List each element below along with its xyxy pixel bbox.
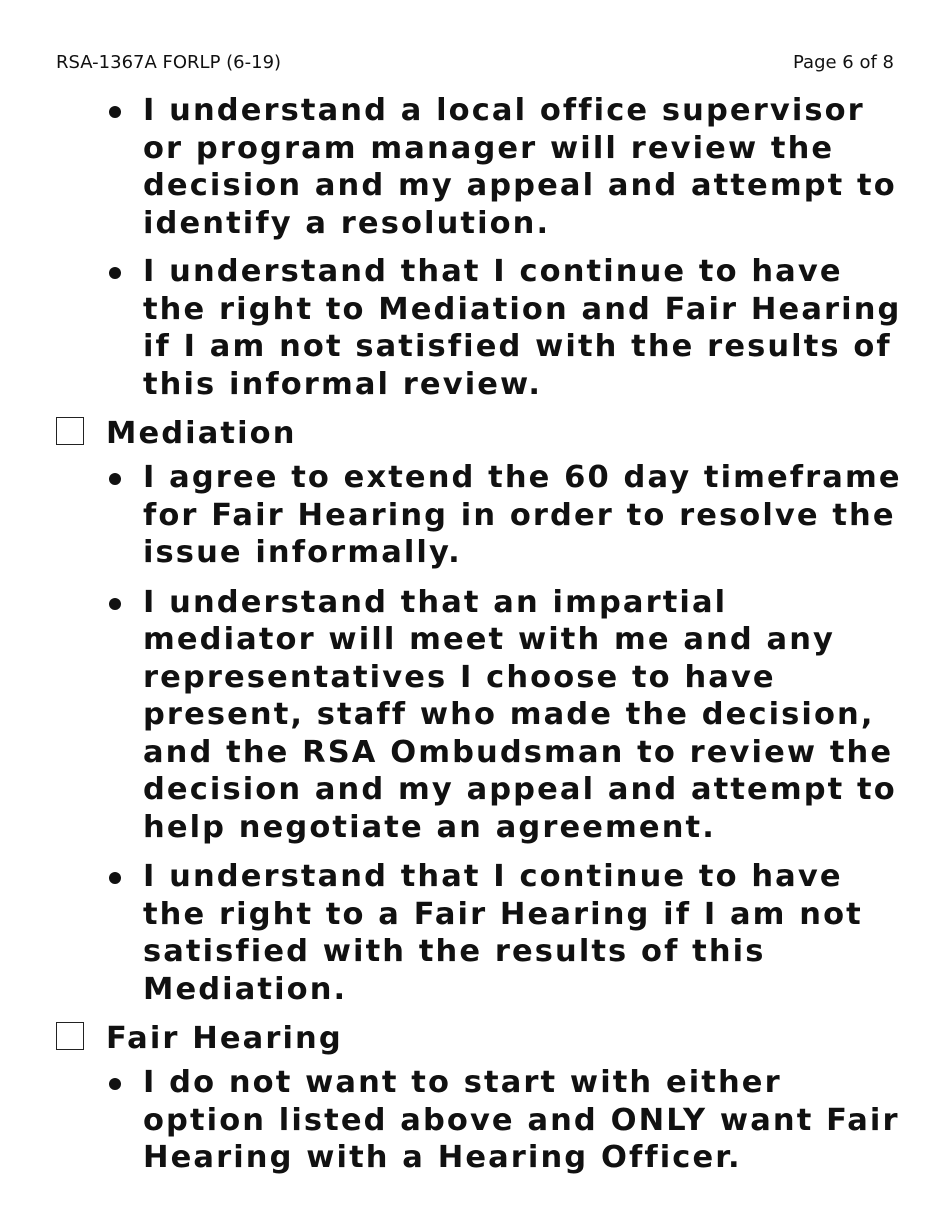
mediation-bullet-3 [56, 858, 906, 1008]
informal-review-bullet-1 [56, 92, 906, 242]
mediation-bullet-2 [56, 584, 906, 847]
mediation-label: Mediation [106, 416, 297, 451]
bullet-icon [109, 1078, 121, 1090]
page-header [56, 52, 894, 76]
bullet-text: I do not want to start with either option listed above and ONLY want Fair Hearing with a Hearing Officer. [143, 1065, 900, 1175]
mediation-bullet-1 [56, 459, 906, 572]
mediation-checkbox[interactable] [56, 417, 84, 445]
bullet-icon [109, 473, 121, 485]
fair-hearing-option [56, 1020, 906, 1058]
mediation-option [56, 415, 906, 453]
fair-hearing-bullet-1 [56, 1064, 906, 1177]
bullet-text: I understand that I continue to have the right to Mediation and Fair Hearing if I am not satisfied with the results of this informal review. [143, 254, 902, 402]
fair-hearing-checkbox[interactable] [56, 1022, 84, 1050]
bullet-icon [109, 267, 121, 279]
bullet-icon [109, 598, 121, 610]
bullet-text: I understand a local office supervisor or program manager will review the decision and my appeal and attempt to identify a resolution. [143, 93, 897, 241]
bullet-icon [109, 106, 121, 118]
informal-review-bullet-2 [56, 253, 906, 403]
bullet-icon [109, 872, 121, 884]
form-id: RSA-1367A FORLP (6-19) [56, 52, 282, 73]
bullet-text: I understand that an impartial mediator will meet with me and any representatives I choose to have present, staff who made the decision, and the RSA Ombudsman to review the decision and my appeal and attempt to help negotiate an agreement. [143, 584, 897, 845]
page-number: Page 6 of 8 [793, 52, 894, 73]
bullet-text: I understand that I continue to have the right to a Fair Hearing if I am not satisfied with the results of this Mediation. [143, 859, 863, 1007]
appeal-options [56, 90, 906, 1177]
fair-hearing-label: Fair Hearing [106, 1021, 343, 1056]
bullet-text: I agree to extend the 60 day timeframe for Fair Hearing in order to resolve the issue informally. [143, 460, 902, 570]
